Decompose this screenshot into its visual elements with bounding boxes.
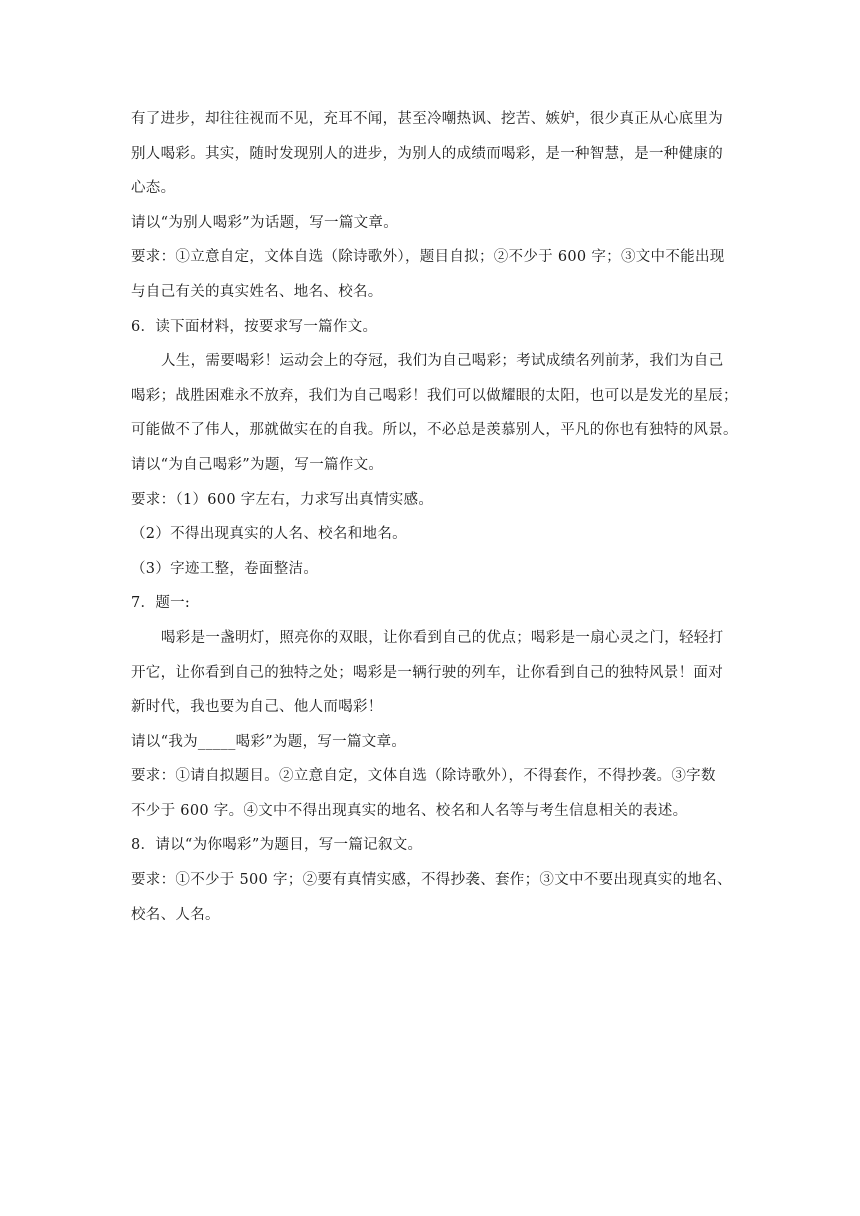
writing-prompt: 请以“为别人喝彩”为话题，写一篇文章。 xyxy=(131,214,399,231)
writing-prompt: 请以“为自己喝彩”为题，写一篇作文。 xyxy=(131,456,384,473)
requirements-line: （3）字迹工整，卷面整洁。 xyxy=(131,560,319,577)
material-line: 新时代，我也要为自己、他人而喝彩！ xyxy=(131,699,383,716)
requirements-line: 校名、人名。 xyxy=(131,906,220,923)
paragraph-line: 心态。 xyxy=(131,180,176,197)
requirements-line: （2）不得出现真实的人名、校名和地名。 xyxy=(131,526,407,543)
material-line: 开它，让你看到自己的独特之处；喝彩是一辆行驶的列车，让你看到自己的独特风景！面对 xyxy=(131,664,723,681)
requirements-line: 要求：①立意自定，文体自选（除诗歌外），题目自拟；②不少于 600 字；③文中不能出现 xyxy=(131,249,725,266)
writing-prompt: 请以“我为_____喝彩”为题，写一篇文章。 xyxy=(131,733,407,750)
question-8 xyxy=(131,828,731,932)
requirements-line: 要求：①不少于 500 字；②要有真情实感，不得抄袭、套作；③文中不要出现真实的地名、 xyxy=(131,872,732,889)
question-6 xyxy=(131,310,738,587)
material-line: 人生，需要喝彩！运动会上的夺冠，我们为自己喝彩；考试成绩名列前茅，我们为自己 xyxy=(161,353,724,370)
section5-tail xyxy=(131,102,731,310)
requirements-line: 要求：（1）600 字左右，力求写出真情实感。 xyxy=(131,491,434,508)
paragraph-line: 有了进步，却往往视而不见，充耳不闻，甚至冷嘲热讽、挖苦、嫉妒，很少真正从心底里为 xyxy=(131,111,723,127)
requirements-line: 不少于 600 字。④文中不得出现真实的地名、校名和人名等与考生信息相关的表述。 xyxy=(131,802,688,819)
paragraph-line: 别人喝彩。其实，随时发现别人的进步，为别人的成绩而喝彩，是一种智慧，是一种健康的 xyxy=(131,145,723,162)
question-7 xyxy=(131,586,731,828)
material-line: 喝彩；战胜困难永不放弃，我们为自己喝彩！我们可以做耀眼的太阳，也可以是发光的星辰； xyxy=(131,387,738,404)
material-line: 可能做不了伟人，那就做实在的自我。所以，不必总是羡慕别人，平凡的你也有独特的风景。 xyxy=(131,422,738,439)
requirements-line: 与自己有关的真实姓名、地名、校名。 xyxy=(131,283,383,300)
question-heading: 8．请以“为你喝彩”为题目，写一篇记叙文。 xyxy=(131,837,423,854)
requirements-line: 要求：①请自拟题目。②立意自定，文体自选（除诗歌外），不得套作，不得抄袭。③字数 xyxy=(131,768,716,785)
material-line: 喝彩是一盏明灯，照亮你的双眼，让你看到自己的优点；喝彩是一扇心灵之门，轻轻打 xyxy=(161,629,724,646)
document-page xyxy=(131,102,738,932)
question-heading: 7．题一: xyxy=(131,595,191,612)
question-heading: 6．读下面材料，按要求写一篇作文。 xyxy=(131,318,378,335)
